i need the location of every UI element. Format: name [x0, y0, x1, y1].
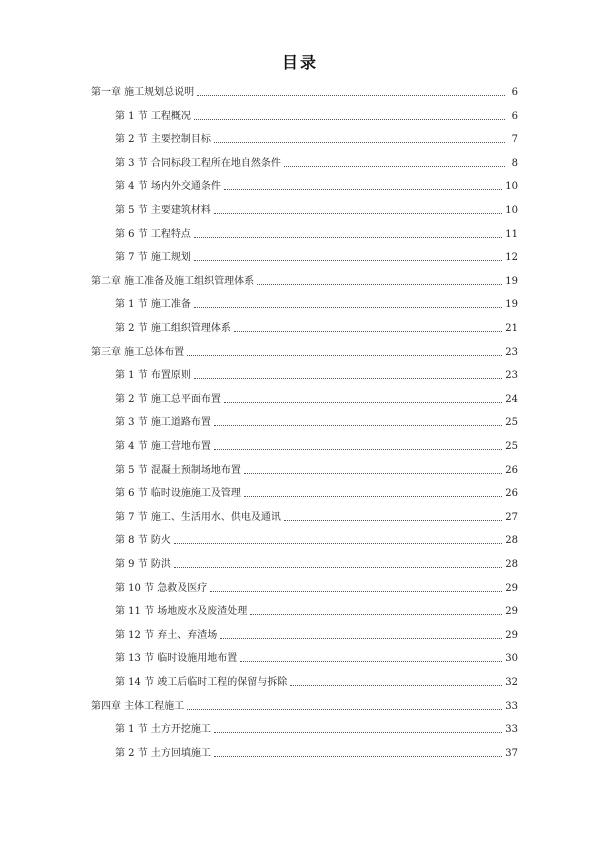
dot-leader	[194, 260, 502, 261]
toc-page-number: 23	[505, 370, 518, 382]
toc-page-number: 28	[505, 535, 518, 547]
dot-leader	[214, 449, 502, 450]
toc-entry-label: 第 2 节 施工总平面布置	[115, 393, 221, 405]
dot-leader	[284, 520, 502, 521]
toc-entry-label: 第 6 节 工程特点	[115, 228, 191, 240]
dot-leader	[197, 95, 505, 96]
toc-page-number: 29	[505, 629, 518, 641]
dot-leader	[187, 355, 502, 356]
toc-entry-label: 第 14 节 竣工后临时工程的保留与拆除	[115, 677, 288, 688]
toc-page-number: 8	[511, 157, 518, 169]
toc-section-entry[interactable]	[115, 409, 518, 429]
dot-leader	[194, 237, 502, 238]
toc-section-entry[interactable]	[115, 244, 518, 264]
toc-page-number: 6	[511, 110, 518, 122]
dot-leader	[224, 402, 502, 403]
dot-leader	[214, 213, 502, 214]
toc-section-entry[interactable]	[115, 716, 518, 736]
dot-leader	[220, 638, 502, 639]
toc-section-entry[interactable]	[115, 433, 518, 453]
toc-page-number: 11	[505, 228, 518, 240]
toc-entry-label: 第 1 节 土方开挖施工	[115, 724, 211, 736]
toc-page-number: 32	[505, 677, 518, 688]
dot-leader	[234, 331, 502, 332]
toc-section-entry[interactable]	[115, 504, 518, 524]
toc-page-number: 33	[505, 724, 518, 736]
toc-page-number: 26	[505, 464, 518, 476]
toc-page-number: 25	[505, 417, 518, 429]
dot-leader	[224, 189, 502, 190]
toc-section-entry[interactable]	[115, 740, 518, 760]
toc-entry-label: 第 2 节 施工组织管理体系	[115, 323, 231, 334]
page-title: 目录	[281, 53, 318, 72]
toc-page-number: 10	[505, 181, 518, 193]
toc-entry-label: 第 11 节 场地废水及废渣处理	[115, 606, 248, 618]
toc-page-number: 19	[505, 299, 518, 311]
toc-entry-label: 第 10 节 急救及医疗	[115, 582, 208, 594]
dot-leader	[214, 425, 502, 426]
toc-entry-label: 第 1 节 施工准备	[115, 299, 191, 311]
toc-section-entry[interactable]	[115, 221, 518, 241]
toc-section-entry[interactable]	[115, 551, 518, 571]
toc-page-number: 29	[505, 606, 518, 618]
toc-entry-label: 第 4 节 场内外交通条件	[115, 181, 221, 193]
toc-page-number: 6	[511, 87, 518, 98]
toc-entry-label: 第 7 节 施工规划	[115, 252, 191, 264]
toc-page-number: 29	[505, 582, 518, 594]
toc-section-entry[interactable]	[115, 575, 518, 595]
toc-entry-label: 第一章 施工规划总说明	[91, 87, 195, 98]
dot-leader	[194, 307, 502, 308]
dot-leader	[284, 166, 505, 167]
toc-section-entry[interactable]	[115, 362, 518, 382]
dot-leader	[214, 142, 505, 143]
toc-entry-label: 第 8 节 防火	[115, 535, 171, 547]
toc-page-number: 21	[505, 323, 518, 334]
toc-page-number: 12	[505, 252, 518, 264]
toc-page-number: 30	[505, 653, 518, 665]
toc-section-entry[interactable]	[115, 669, 518, 689]
toc-entry-label: 第三章 施工总体布置	[91, 346, 185, 358]
toc-entry-label: 第 1 节 布置原则	[115, 370, 191, 382]
toc-page-number: 19	[505, 275, 518, 287]
toc-section-entry[interactable]	[115, 126, 518, 146]
toc-entry-label: 第 3 节 施工道路布置	[115, 417, 211, 429]
toc-section-entry[interactable]	[115, 173, 518, 193]
toc-chapter-entry[interactable]	[91, 339, 518, 359]
toc-entry-label: 第 7 节 施工、生活用水、供电及通讯	[115, 511, 281, 523]
toc-section-entry[interactable]	[115, 622, 518, 642]
toc-entry-label: 第 13 节 临时设施用地布置	[115, 653, 238, 665]
dot-leader	[194, 119, 505, 120]
toc-section-entry[interactable]	[115, 645, 518, 665]
dot-leader	[174, 543, 502, 544]
toc-entry-label: 第 5 节 混凝土预制场地布置	[115, 464, 241, 476]
dot-leader	[214, 756, 502, 757]
dot-leader	[257, 284, 502, 285]
dot-leader	[214, 732, 502, 733]
toc-section-entry[interactable]	[115, 457, 518, 477]
toc-page-number: 28	[505, 559, 518, 570]
toc-page-number: 23	[505, 346, 518, 358]
dot-leader	[244, 496, 502, 497]
toc-entry-label: 第 6 节 临时设施施工及管理	[115, 488, 241, 500]
toc-entry-label: 第 2 节 主要控制目标	[115, 134, 211, 146]
toc-section-entry[interactable]	[115, 197, 518, 217]
toc-entry-label: 第 12 节 弃土、弃渣场	[115, 629, 218, 641]
toc-section-entry[interactable]	[115, 103, 518, 123]
toc-section-entry[interactable]	[115, 598, 518, 618]
dot-leader	[174, 567, 502, 568]
toc-page-number: 24	[505, 393, 518, 405]
dot-leader	[250, 614, 502, 615]
toc-page-number: 10	[505, 205, 518, 216]
toc-section-entry[interactable]	[115, 527, 518, 547]
dot-leader	[244, 473, 502, 474]
toc-page-number: 37	[505, 747, 518, 759]
toc-entry-label: 第 2 节 土方回填施工	[115, 747, 211, 759]
toc-page-number: 26	[505, 488, 518, 500]
toc-page-number: 7	[511, 134, 518, 146]
toc-entry-label: 第 9 节 防洪	[115, 559, 171, 570]
dot-leader	[194, 378, 502, 379]
toc-section-entry[interactable]	[115, 386, 518, 406]
dot-leader	[210, 591, 502, 592]
toc-page-number: 25	[505, 441, 518, 452]
dot-leader	[240, 661, 502, 662]
toc-entry-label: 第 3 节 合同标段工程所在地自然条件	[115, 157, 281, 169]
toc-entry-label: 第 1 节 工程概况	[115, 110, 191, 122]
dot-leader	[187, 709, 502, 710]
toc-page-number: 33	[505, 700, 518, 712]
toc-section-entry[interactable]	[115, 315, 518, 335]
toc-section-entry[interactable]	[115, 480, 518, 500]
toc-entry-label: 第 4 节 施工营地布置	[115, 441, 211, 452]
toc-entry-label: 第二章 施工准备及施工组织管理体系	[91, 275, 255, 287]
dot-leader	[290, 685, 502, 686]
toc-section-entry[interactable]	[115, 150, 518, 170]
toc-entry-label: 第 5 节 主要建筑材料	[115, 205, 211, 216]
toc-chapter-entry[interactable]	[91, 693, 518, 713]
toc-chapter-entry[interactable]	[91, 79, 518, 99]
toc-entry-label: 第四章 主体工程施工	[91, 700, 185, 712]
toc-section-entry[interactable]	[115, 291, 518, 311]
toc-chapter-entry[interactable]	[91, 268, 518, 288]
toc-page-number: 27	[505, 511, 518, 523]
